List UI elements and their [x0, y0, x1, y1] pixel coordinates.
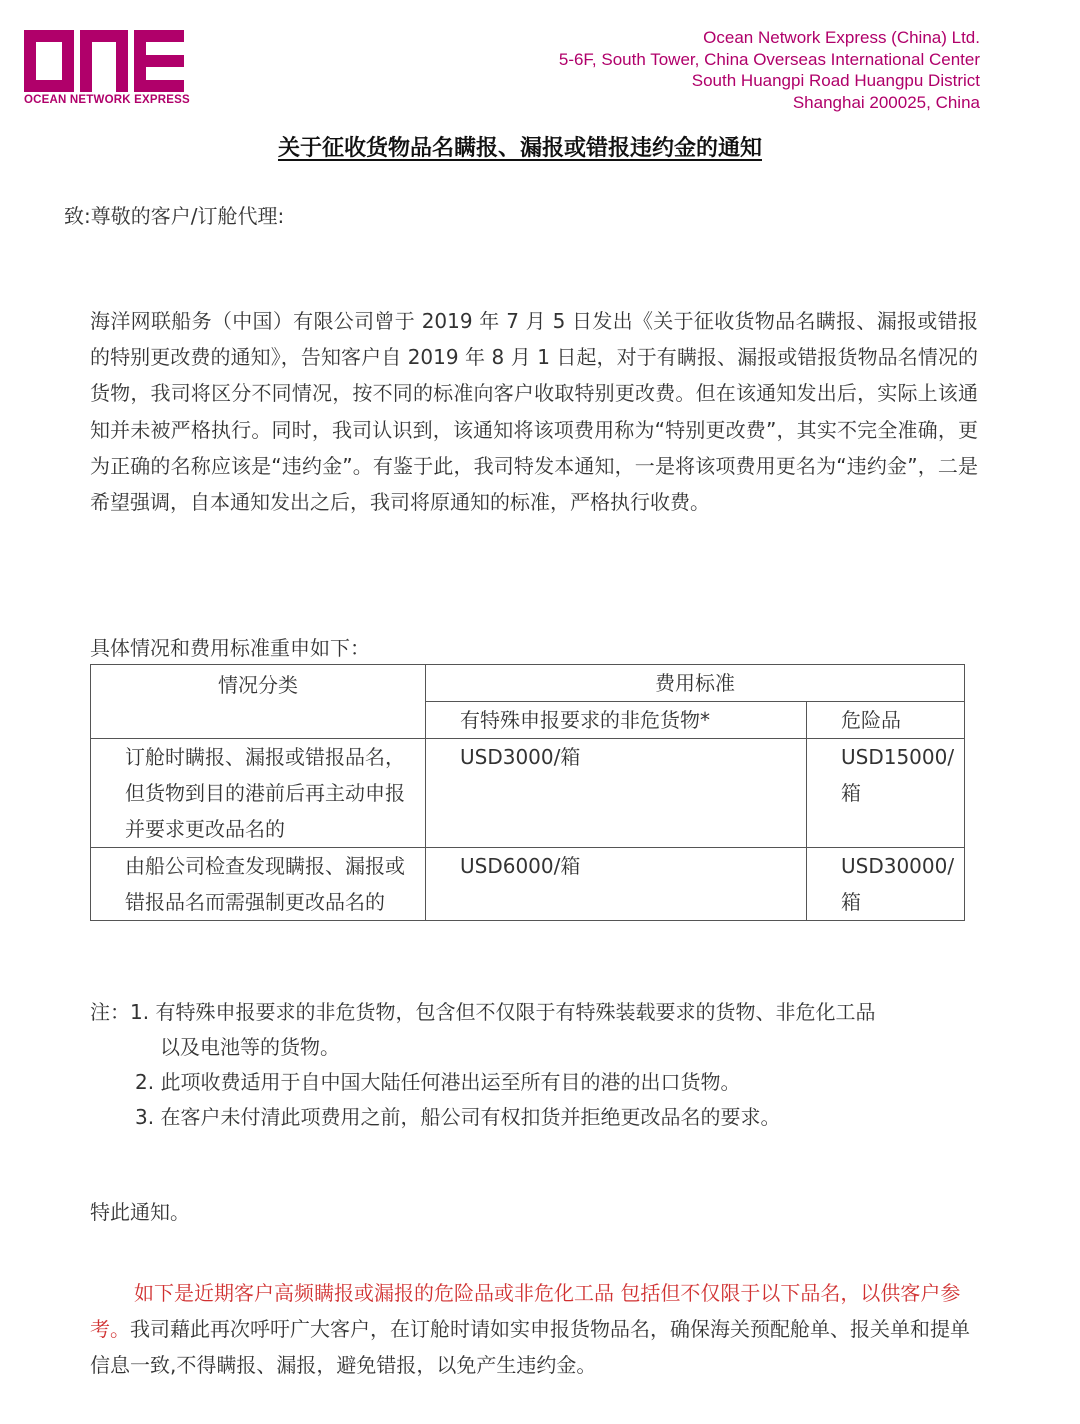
address-line: South Huangpi Road Huangpu District — [691, 71, 980, 91]
table-row — [91, 848, 965, 921]
note-item — [90, 995, 875, 1030]
header-fee-standard: 费用标准 — [426, 665, 965, 702]
note-item-continuation: 以及电池等的货物。 — [160, 1035, 340, 1059]
body-paragraph: 海洋网联船务（中国）有限公司曾于 2019 年 7 月 5 日发出《关于征收货物品名瞒报、漏报或错报的特别更改费的通知》，告知客户自 2019 年 8 月 1 日起，对于有瞒报、漏报或错报货物品名情况的货物，我司将区分不同情况，按不同的标准向客户收取特别更改费。但在该通知发出后，实际上该通知并未被严格执行。同时，我司认识到，该通知将该项费用称为“特别更改费”，其实不完全准确，更为正确的名称应该是“违约金”。有鉴于此，我司特发本通知，一是将该项费用更名为“违约金”，二是希望强调，自本通知发出之后，我司将原通知的标准，严格执行收费。 — [90, 309, 978, 515]
row-category: 订舱时瞒报、漏报或错报品名，但货物到目的港前后再主动申报并要求更改品名的 — [91, 739, 426, 848]
row-haz-fee: USD15000/箱 — [807, 739, 965, 848]
row-nonhaz-fee: USD3000/箱 — [426, 739, 807, 848]
appeal-text: 我司藉此再次呼吁广大客户，在订舱时请如实申报货物品名，确保海关预配舱单、报关单和提单信息一致,不得瞒报、漏报，避免错报，以免产生违约金。 — [90, 1317, 970, 1377]
row-nonhaz-fee: USD6000/箱 — [426, 848, 807, 921]
notes-label: 注： — [90, 1000, 130, 1024]
header-non-hazardous: 有特殊申报要求的非危货物* — [426, 702, 807, 739]
closing-line: 特此通知。 — [90, 1200, 190, 1224]
fee-table — [90, 664, 965, 921]
salutation: 致:尊敬的客户/订舱代理: — [64, 204, 285, 228]
final-paragraph — [90, 1275, 970, 1383]
notes-section — [90, 995, 875, 1135]
notice-title-text: 关于征收货物品名瞒报、漏报或错报违约金的通知 — [277, 136, 762, 161]
company-address — [559, 27, 980, 114]
table-row — [91, 739, 965, 848]
note-item: 2. 此项收费适用于自中国大陆任何港出运至所有目的港的出口货物。 — [135, 1070, 741, 1094]
note-text: 1. 有特殊申报要求的非危货物，包含但不仅限于有特殊装载要求的货物、非危化工品 — [130, 1000, 876, 1024]
table-intro: 具体情况和费用标准重申如下： — [90, 636, 370, 660]
row-category: 由船公司检查发现瞒报、漏报或错报品名而需强制更改品名的 — [91, 848, 426, 921]
address-line: 5-6F, South Tower, China Overseas International Center — [558, 49, 980, 69]
address-line: Ocean Network Express (China) Ltd. — [703, 28, 980, 47]
header-category: 情况分类 — [91, 665, 426, 739]
header-hazardous: 危险品 — [807, 702, 965, 739]
table-header-row — [91, 665, 965, 702]
note-item: 3. 在客户未付清此项费用之前，船公司有权扣货并拒绝更改品名的要求。 — [135, 1105, 781, 1129]
logo-subtitle: OCEAN NETWORK EXPRESS — [24, 94, 190, 106]
row-haz-fee: USD30000/箱 — [807, 848, 965, 921]
company-logo — [24, 30, 190, 110]
notice-title — [0, 131, 1040, 162]
address-line: Shanghai 200025, China — [792, 93, 980, 113]
highlight-text: 如下是近期客户高频瞒报或漏报的危险品或非危化工品 包括但不仅限于以下品名，以供客户参考。 — [90, 1281, 961, 1341]
one-logo-icon — [24, 30, 186, 92]
